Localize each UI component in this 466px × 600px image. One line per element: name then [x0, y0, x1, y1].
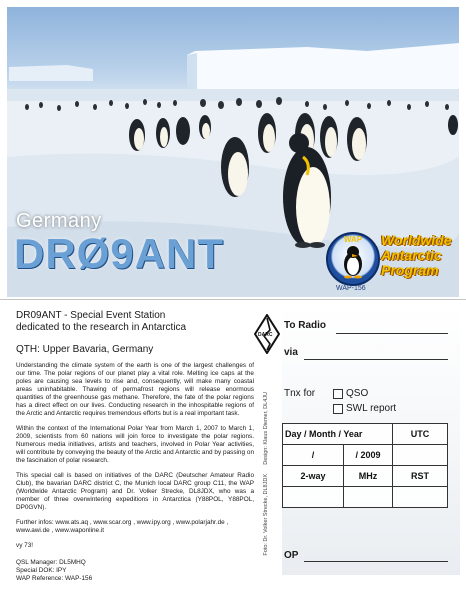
- special-dok: Special DOK: IPY: [16, 567, 67, 574]
- qso-label: QSO: [346, 388, 369, 399]
- to-radio-label: To Radio: [284, 320, 327, 331]
- utc-header-cell: UTC: [393, 424, 448, 445]
- station-title-line2: dedicated to the research in Antarctica: [16, 322, 187, 333]
- station-title-line1: DR09ANT - Special Event Station: [16, 310, 166, 321]
- paragraph-climate: Understanding the climate system of the earth is one of the largest challenges of our time. The polar regions of our planet play a vital role. Melting ice caps at the poles are causing sea levels to rise and, consequently, will make many coastal areas uninhabitable. Thawing of permafrost regions will release enormous quantities of the greenhouse gas methane. Therefore, the fate of the polar regions has a direct effect on our lives. Conducting research in the inhospitable regions of the Arctic and Antarctic requires tremendous efforts but is a real important task.: [16, 362, 254, 417]
- qsl-manager: QSL Manager: DL5MHQ: [16, 559, 86, 566]
- vy73: vy 73!: [16, 542, 34, 549]
- wap-logo: [326, 232, 380, 286]
- paragraph-polar-year: Within the context of the International Polar Year from March 1, 2007 to March 1, 2009, scientists from 60 nations will join force to investigate the polar regions. Numerous media initiatives, artists and teachers, involved in Polar Year activities, will contribute by conveying the beauty of the Arctic and Antarctic and by passing on the fascination of polar research.: [16, 425, 254, 464]
- country-label: Germany: [16, 210, 102, 232]
- swl-report-checkbox[interactable]: [333, 404, 343, 414]
- qsl-manager-block: [16, 559, 254, 583]
- table-row: [283, 466, 448, 487]
- via-line[interactable]: [304, 359, 448, 360]
- op-label: OP: [284, 550, 299, 561]
- mhz-header-cell: MHz: [344, 466, 393, 487]
- two-way-header-cell: 2-way: [283, 466, 344, 487]
- swl-report-label: SWL report: [346, 403, 397, 414]
- rst-header-cell: RST: [393, 466, 448, 487]
- wap-reference: WAP Reference: WAP-156: [16, 575, 93, 582]
- qso-log-table: [282, 423, 448, 508]
- utc-value-cell[interactable]: [393, 445, 448, 466]
- darc-logo-text: DARC: [258, 332, 273, 338]
- mhz-value-cell[interactable]: [344, 487, 393, 508]
- design-credit: Design: Klaus Diemer, DL4JU: [263, 392, 269, 465]
- qso-checkbox[interactable]: [333, 389, 343, 399]
- info-column: [16, 310, 254, 583]
- callsign-title: DRØ9ANT: [14, 230, 225, 277]
- op-line[interactable]: [304, 561, 448, 562]
- date-header-cell: Day / Month / Year: [283, 424, 393, 445]
- darc-logo-icon: [254, 314, 280, 354]
- via-label: via: [284, 347, 298, 358]
- to-radio-line[interactable]: [336, 333, 448, 334]
- card-divider: [0, 299, 466, 300]
- wap-badge-text: WAP: [343, 235, 363, 244]
- rst-value-cell[interactable]: [393, 487, 448, 508]
- table-row: [283, 445, 448, 466]
- date-year-cell[interactable]: / 2009: [344, 445, 393, 466]
- table-row: [283, 424, 448, 445]
- paragraph-initiatives: This special call is based on initiatives of the DARC (Deutscher Amateur Radio Club), the bavarian DARC district C, the Munich local DARC group C11, the WAP (Worldwide Antarctic Program) and Dr. Volker Strecke, DL8JDX, who was a member of three overwintering expeditions in Antarctica (Y88POL, Y88POL, DP0GVN).: [16, 472, 254, 511]
- wap-program-name: Worldwide Antarctic Program: [381, 232, 452, 278]
- tnx-for-label: Tnx for: [284, 388, 316, 399]
- credits-vertical: [263, 392, 275, 562]
- penguin-icon: [328, 234, 378, 284]
- date-day-cell[interactable]: /: [283, 445, 344, 466]
- qth-line: QTH: Upper Bavaria, Germany: [16, 344, 154, 355]
- wap-number: WAP-156: [336, 285, 366, 292]
- further-infos: Further infos: www.ats.aq , www.scar.org , www.ipy.org , www.polarjahr.de , www.awi.de , www.waponline.it: [16, 519, 229, 534]
- table-row: [283, 487, 448, 508]
- photo-credit: Foto: Dr. Volker Strecke, DL8JDX: [263, 474, 269, 556]
- two-way-value-cell[interactable]: [283, 487, 344, 508]
